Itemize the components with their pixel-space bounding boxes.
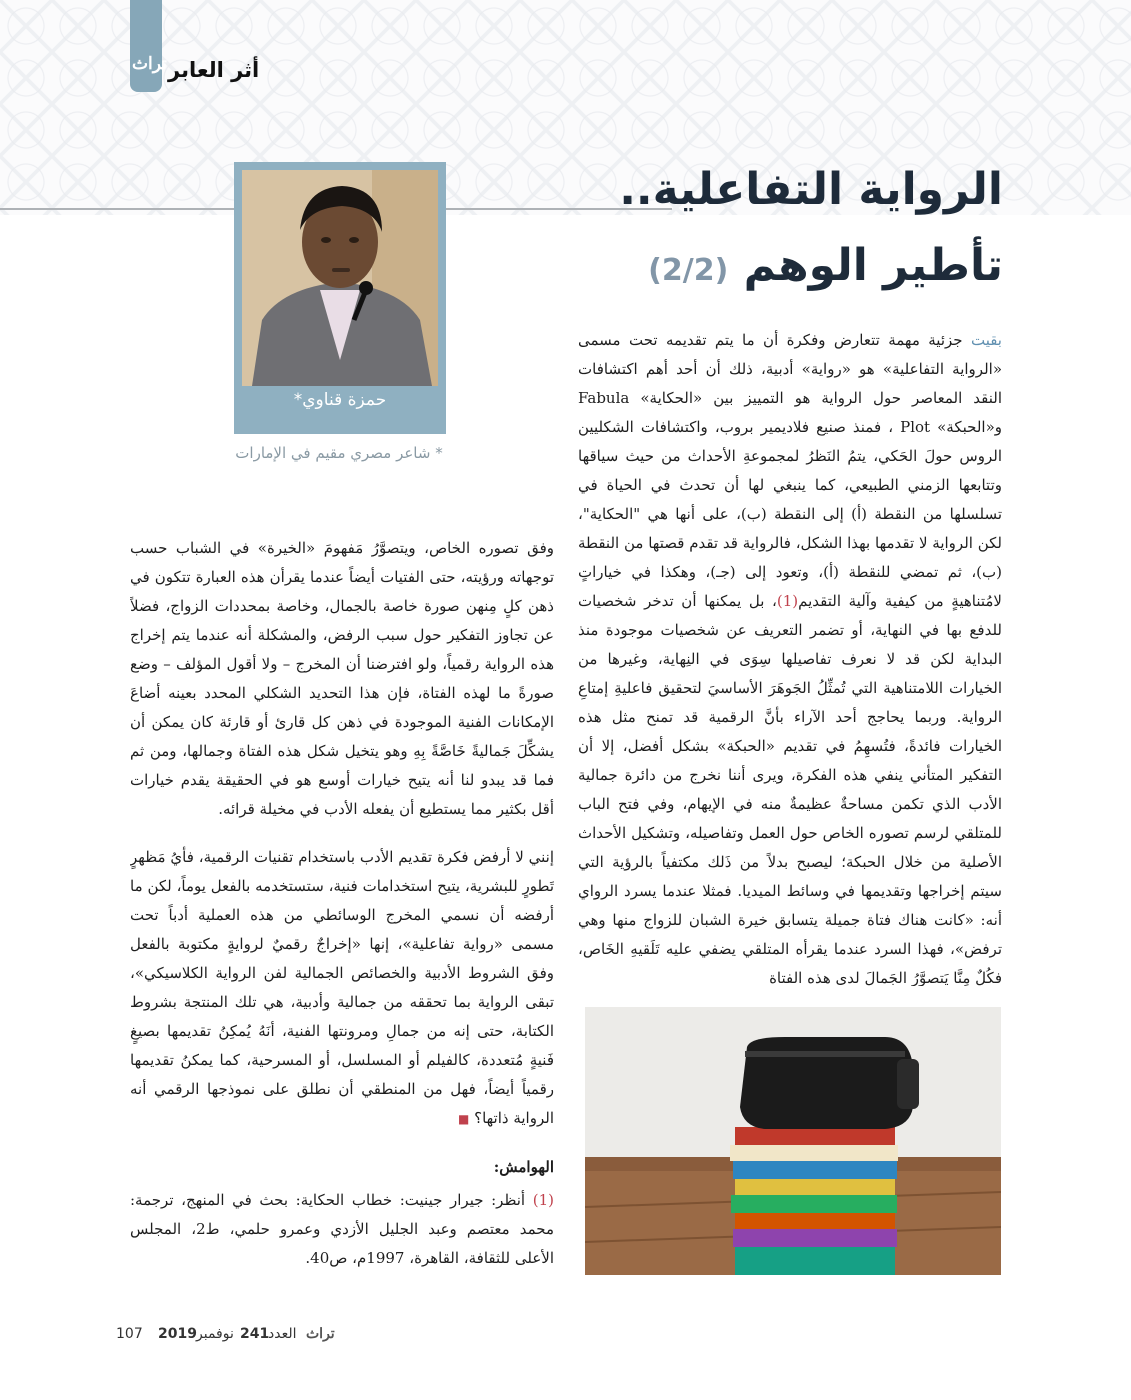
body-column-left-mid xyxy=(130,843,554,1133)
footnote-text: أنظر: جيرار جينيت: خطاب الحكاية: بحث في المنهج، ترجمة: محمد معتصم وعبد الجليل الأزدي وعمرو حلمي، ط2، المجلس الأعلى للثقافة، القاهرة، 1997م، ص40. xyxy=(130,1191,554,1267)
body-column-left-top xyxy=(130,534,554,834)
body-text-right-2: ، بل يمكنها أن تدخر شخصيات للدفع بها في النهاية، أو تضمر التعريف عن شخصيات موجودة منذ البداية لكن قد لا نعرف تفاصيلها سِوَى في النِهاية، وغيرها من الخيارات اللامتناهية التي تُمثِّلُ الجَوهَرَ الأساسيَ لتحقيق فاعليةِ إمتاعِ الرواية. وربما يحاجج أحد الآراء بأنَّ الرقمية قد تمنح مثل هذه الخيارات فائدةً، فتُسهِمُ في تقديم «الحبكة» بشكل أفضل، إلا أن التفكير المتأني ينفي هذه الفكرة، ويرى أننا نخرج من دائرة جمالية الأدب الذي تكمن مساحةٌ عظيمةٌ منه في الإيهام، وفي فتح الباب للمتلقي لرسم تصوره الخاص حول العمل وتفاصيله، وتشكيل الأحداث الأصلية من خلال الحبكة؛ ليصبح بدلاً من ذَلك مكتفياً بالرؤية التي سيتم إخراجها وتقديمها في وسائط الميديا. فمثلا عندما يسرد الرواي أنه: «كانت هناك فتاة جميلة يتسابق خيرة الشبان للزواج منها وهي ترفض»، فهذا السرد عندما يقرأه المتلقي يضفي عليه تَلَقيهِ الخَاص، فكُلٌ مِنَّا يَتصوَّرُ الجَمالَ لدى هذه الفتاة xyxy=(578,592,1002,986)
author-note: * شاعر مصري مقيم في الإمارات xyxy=(235,444,443,462)
footer-issue-label: العدد xyxy=(268,1326,297,1342)
end-mark: ■ xyxy=(457,1112,470,1126)
body-text-right-1: جزئية مهمة تتعارض وفكرة أن ما يتم تقديمه تحت مسمى «الرواية التفاعلية» هو «رواية» أدبية، ذلك أن أحد أهم اكتشافات النقد المعاصر حول الرواية هو التمييز بين «الحكاية» Fabula و«الحبكة» Plot ، فمنذ صنيع فلاديمير بروب، واكتشافات الشكليين الروس حولَ الحَكي، يتمُ النَظرُ لمجموعةِ الأحداث من حيث سياقها وتتابعها الزمني الطبيعي، كما ينبغي لها أن تحدث في الحياة في تسلسلها من النقطة (أ) إلى النقطة (ب)، على أنها هي "الحكاية"، لكن الرواية لا تقدمها بهذا الشكل، فالرواية قد تقدم قصتها من النقطة (ب)، ثم تمضي للنقطة (أ)، وتعود إلى (جـ)، وهكذا في خياراتٍ لامُتناهيةٍ من كيفية وآلية التقديم xyxy=(578,331,1002,610)
article-title-line1: الرواية التفاعلية.. xyxy=(619,164,1003,215)
vr-books-image xyxy=(585,1007,1001,1275)
section-tab xyxy=(130,0,167,92)
article-title-main: تأطير الوهم xyxy=(743,240,1003,291)
footnote-reference: (1) xyxy=(776,592,799,610)
divider-line-left xyxy=(0,208,234,210)
body-text-left-top: وفق تصوره الخاص، ويتصوَّرُ مَفهومَ «الخيرة» في الشباب حسب توجهاته ورؤيته، حتى الفتيات أيضاً عندما يقرأن هذه العبارة تتكون في ذهن كلٍ مِنهن صورة خاصة بالجمال، وخاصة بمحددات الزواج، فضلاً عن تجاوز التفكير حول سبب الرفض، والمشكلة أنه عندما يتم إخراج هذه الرواية رقمياً، ولو افترضنا أن المخرج – ولا أقول المؤلف – وضع صورةً ما لهذه الفتاة، فإن هذا التحديد الشكلي المحدد بعينه أضاعَ الإمكانات الفنية الموجودة في ذهن كل قارئ أو قارئة كان يمكن أن يشكِّلَ جَماليةً خَاصَّةً بِهِ وهو يتخيل شكل هذه الفتاة وجمالها، ومن ثم فما قد يبدو لنا أنه يتيح خيارات أوسع هو في الحقيقة يقدم خيارات أقل بكثير مما يستطيع أن يفعله الأدب في مخيلة قرائه. xyxy=(130,539,554,818)
section-title: أثر العابر xyxy=(168,58,260,82)
vr-books-illustration xyxy=(585,1007,1001,1275)
author-name: حمزة قناوي* xyxy=(293,390,387,410)
magazine-logo: تراث xyxy=(132,54,167,74)
drop-word: بقيت xyxy=(970,331,1002,349)
footer-issue-number: 241 xyxy=(240,1326,270,1342)
footer-magazine-logo: تراث xyxy=(306,1326,335,1342)
footer-month: نوفمبر xyxy=(196,1326,234,1342)
footnote-number: (1) xyxy=(532,1191,554,1209)
page-number: 107 xyxy=(116,1326,143,1342)
author-photo-frame xyxy=(234,162,446,434)
footnotes xyxy=(130,1186,554,1273)
body-column-right xyxy=(578,326,1002,986)
footnotes-title: الهوامش: xyxy=(493,1158,554,1176)
author-portrait xyxy=(242,170,438,386)
footer-year: 2019 xyxy=(158,1326,197,1342)
author-photo xyxy=(242,170,438,386)
article-title-line2 xyxy=(648,240,1003,291)
article-part: (2/2) xyxy=(648,253,729,288)
body-text-left-mid: إنني لا أرفض فكرة تقديم الأدب باستخدام تقنيات الرقمية، فأيُ مَظهرٍ تَطورٍ للبشرية، يتيح استخدامات فنية، ستستخدمه بالفعل يوماً، لكن ما أرفضه أن نسمي المخرج الوسائطي من هذه العملية أدباً تحت مسمى «رواية تفاعلية»، إنها «إخراجٌ رقميٌ لروايةٍ مكتوبة بالفعل وفق الشروط الأدبية والخصائص الجمالية لفن الرواية الكلاسيكي»، تبقى الرواية بما تحققه من جمالية وأدبية، هي تلك المنتجة بشروط الكتابة، حتى إنه من جمالِ ومرونتها الفنية، أنَهُ يُمكِنُ تقديمها بصيغٍ فَنيةٍ مُتعددة، كالفيلم أو المسلسل، أو المسرحية، كما يمكنُ تقديمها رقمياً أيضاً، فهل من المنطقي أن نطلق على نموذجها الرقمي أنه الرواية ذاتها؟ xyxy=(130,848,554,1127)
